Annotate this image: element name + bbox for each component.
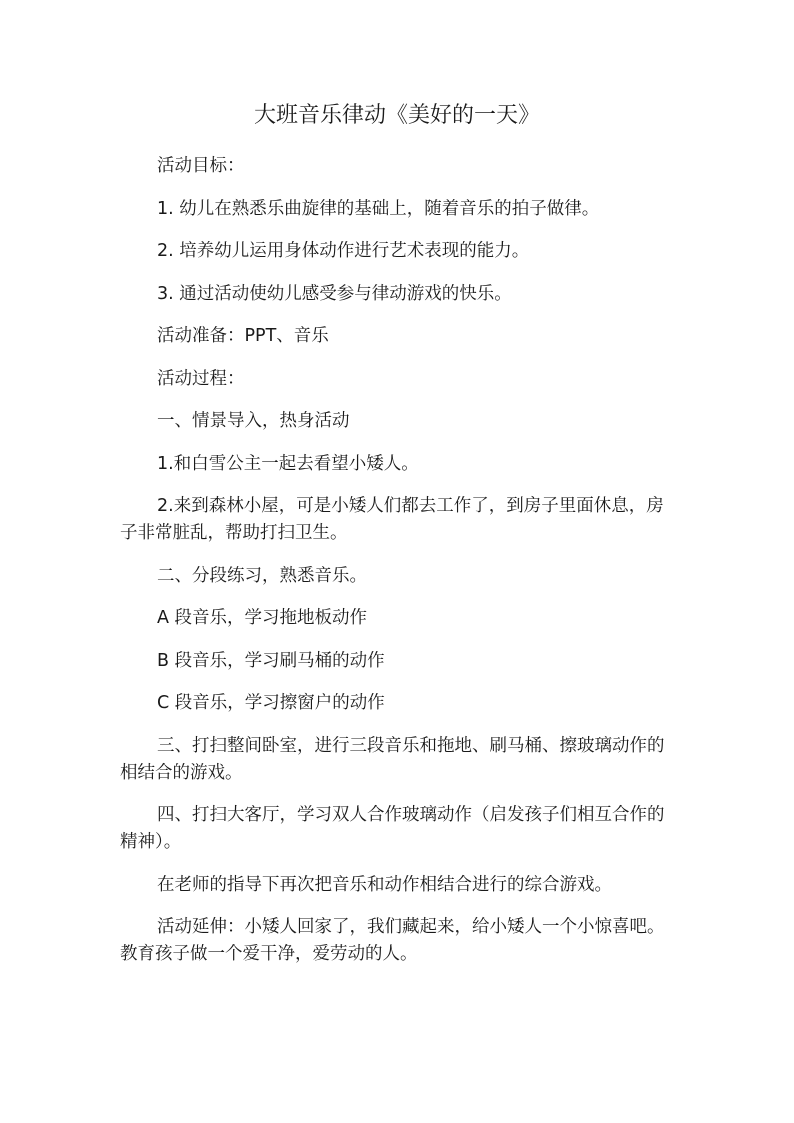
paragraph-segment-b: B 段音乐，学习刷马桶的动作 [157, 650, 385, 671]
paragraph-combined-game: 在老师的指导下再次把音乐和动作相结合进行的综合游戏。 [157, 874, 612, 895]
paragraph-step-1-item-2: 2.来到森林小屋，可是小矮人们都去工作了，到房子里面休息，房子非常脏乱，帮助打扫卫生。 [120, 496, 664, 543]
paragraph-step-1-heading: 一、情景导入，热身活动 [157, 411, 350, 431]
paragraph-step-3: 三、打扫整间卧室，进行三段音乐和拖地、刷马桶、擦玻璃动作的相结合的游戏。 [120, 735, 665, 783]
paragraph-activity-goals: 活动目标： [157, 156, 245, 176]
paragraph-preparation: 活动准备：PPT、音乐 [157, 326, 329, 346]
paragraph-segment-c: C 段音乐，学习擦窗户的动作 [157, 693, 385, 713]
paragraph-goal-2: 2. 培养幼儿运用身体动作进行艺术表现的能力。 [157, 241, 530, 261]
paragraph-step-2-heading: 二、分段练习，熟悉音乐。 [157, 565, 367, 586]
paragraph-step-4: 四、打扫大客厅，学习双人合作玻璃动作（启发孩子们相互合作的精神）。 [120, 805, 665, 852]
paragraph-step-1-item-1: 1.和白雪公主一起去看望小矮人。 [157, 453, 419, 474]
document-body [120, 153, 680, 984]
paragraph-goal-1: 1. 幼儿在熟悉乐曲旋律的基础上，随着音乐的拍子做律。 [157, 198, 600, 219]
paragraph-goal-3: 3. 通过活动使幼儿感受参与律动游戏的快乐。 [157, 283, 512, 304]
paragraph-extension: 活动延伸：小矮人回家了，我们藏起来，给小矮人一个小惊喜吧。教育孩子做一个爱干净，爱劳动的人。 [120, 917, 665, 964]
paragraph-process-heading: 活动过程： [157, 368, 245, 389]
document-title: 大班音乐律动《美好的一天》 [253, 103, 540, 128]
paragraph-segment-a: A 段音乐，学习拖地板动作 [157, 608, 368, 628]
